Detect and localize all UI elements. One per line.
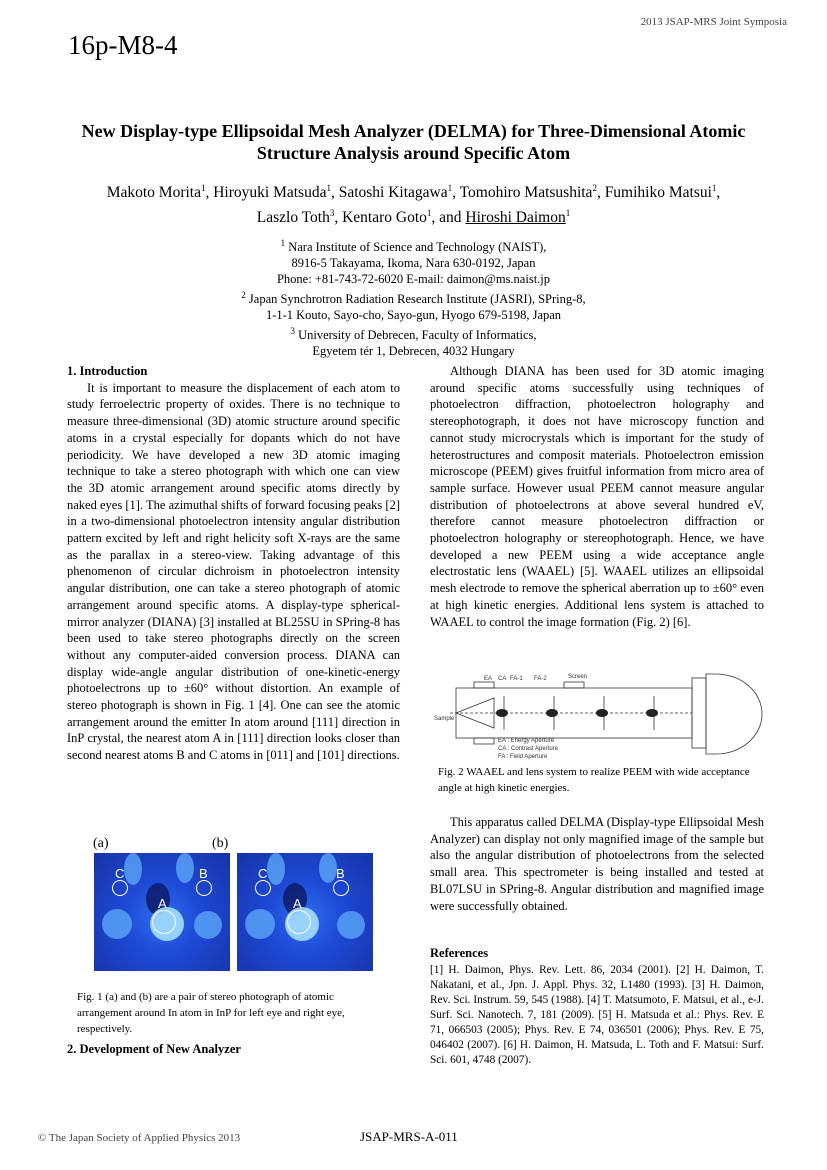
atom-ring-c [112,880,128,896]
pattern-blob [102,909,132,939]
affil-line: University of Debrecen, Faculty of Informatics, [298,328,537,343]
affil-sup: 1 [280,238,286,248]
author-affil-sup: 3 [329,208,335,219]
author-sep: , and [431,209,466,227]
diagram-label-fa2: FA-2 [534,676,547,682]
paper-title: New Display-type Ellipsoidal Mesh Analyzer (DELMA) for Three-Dimensional Atomic Structure Analysis around Specific Atom [81,121,746,163]
body-paragraph: Although DIANA has been used for 3D atomic imaging around specific atoms successfully using techniques of photoelectron diffraction, photoelectron holography and stereophotograph, it does not have microscopy function and cannot study microcrystals which is important for the study of heterostructures and composit materials. Photoelectron emission microscope (PEEM) gives fruitful information from micro area of sample surface. However usual PEEM cannot measure angular distribution of photoelectrons at above several hundred eV, therefore cannot measure photoelectron diffraction or photoelectron holography or stereophotograph. Hence, we have developed a new PEEM using a wide acceptance angle electrostatic lens (WAAEL) [5]. WAAEL utilizes an ellipsoidal mesh electrode to remove the spherical aberration up to ±60° even at high kinetic energies. Additional lens system is attached to WAAEL to control the image formation (Fig. 2) [6]. [430,364,764,629]
fig2-caption: Fig. 2 WAAEL and lens system to realize PEEM with wide acceptance angle at high kinetic energies. [438,766,750,794]
diagram-label-ea: EA [484,676,493,682]
author-affil-sup: 1 [565,208,571,219]
author-name: Tomohiro Matsushita [459,184,593,202]
author-sep: , [716,184,721,202]
author-sep: , [596,184,605,202]
author-sep: , [452,184,460,202]
section2-heading: 2. Development of New Analyzer [67,1042,241,1056]
diagram-label-screen: Screen [568,674,588,680]
pattern-blob [176,853,194,883]
diagram-legend-ea: EA : Energy Aperture [498,738,555,744]
fig1-caption: Fig. 1 (a) and (b) are a pair of stereo photograph of atomic arrangement around In atom in InP for left eye and right eye, respectively. [77,991,345,1035]
atom-label-a: A [293,896,302,911]
diagram-legend-fa: FA : Field Aperture [498,754,548,760]
pattern-blob [245,909,275,939]
affil-contact: Phone: +81-743-72-6020 E-mail: daimon@ms.naist.jp [276,272,551,287]
atom-ring-a [287,910,311,934]
right-column-lower [430,814,764,914]
left-column [67,363,400,764]
lens-element [596,709,608,717]
atom-label-c: C [115,866,125,881]
symposia-header: 2013 JSAP-MRS Joint Symposia [640,16,787,28]
author-name: Laszlo Toth [256,209,330,227]
author-affil-sup: 1 [447,183,453,193]
author-list [60,178,767,228]
pattern-blob [267,853,285,885]
diagram-label-sample: Sample [434,716,455,722]
affil-line: Egyetem tér 1, Debrecen, 4032 Hungary [312,344,515,359]
fig1-label-b: (b) [212,836,229,851]
author-name: Kentaro Goto [342,209,427,227]
affiliations [60,235,767,359]
author-name: Hiroshi Daimon [465,209,566,227]
affil-line: Japan Synchrotron Radiation Research Institute (JASRI), SPring-8, [248,292,586,307]
right-column [430,363,764,630]
references-list: [1] H. Daimon, Phys. Rev. Lett. 86, 2034 (2001). [2] H. Daimon, T. Nakatani, et al., Jpn. J. Appl. Phys. 32, L1480 (1993). [3] H. Daimon, Rev. Sci. Instrum. 59, 545 (1988). [4] T. Matsumoto, F. Matsui, et al., e-J. Surf. Sci. Nanotech. 7, 181 (2009). [5] H. Matsuda et al.: Phys. Rev. E 71, 066503 (2005); Phys. Rev. E 74, 036501 (2006); Phys. Rev. E 75, 046402 (2007). [6] H. Daimon, H. Matsuda, L. Toth and F. Matsui: Surf. Sci. 601, 4748 (2007). [430,964,764,1066]
atom-ring-a [152,910,176,934]
atom-label-a: A [158,896,167,911]
screen-dome [706,674,762,754]
author-sep: , [330,184,339,202]
author-affil-sup: 1 [711,183,717,193]
author-affil-sup: 2 [592,183,597,193]
affil-line: Nara Institute of Science and Technology (NAIST), [288,240,547,255]
atom-ring-b [333,880,349,896]
author-name: Makoto Morita [106,184,201,202]
flange [564,682,584,688]
author-name: Satoshi Kitagawa [338,184,448,202]
body-paragraph: This apparatus called DELMA (Display-type Ellipsoidal Mesh Analyzer) can display not only magnified image of the sample but also the angular distribution of photoelectrons from the selected small area. This spectrometer is being installed and tested at BL07LSU in SPring-8. Angular distribution and magnified image were successfully obtained. [430,815,764,913]
pattern-blob [194,911,222,939]
waael-diagram [434,660,768,768]
author-affil-sup: 1 [326,183,331,193]
author-name: Fumihiko Matsui [604,184,712,202]
affil-sup: 3 [290,326,295,337]
diagram-label-fa1: FA-1 [510,676,523,682]
copyright: © The Japan Society of Applied Physics 2013 [38,1132,241,1144]
intro-paragraph: It is important to measure the displacement of each atom to study ferroelectric property of oxides. There is no technique to measure three-dimensional (3D) atomic structure around specific atoms in a crystal especially for dopants which do not have periodicity. We have developed a new 3D atomic imaging technique to take a stereo photograph with which one can view the 3D atomic arrangement around specific atoms directly by naked eyes [1]. The azimuthal shifts of forward focusing peaks [2] in a two-dimensional photoelectron intensity angular distribution pattern excited by left and right helicity soft X-rays are the same as the parallax in a stereo-view. Taking advantage of this phenomenon of circular dichroism in photoelectron intensity angular distribution, one can take a stereo photograph of atomic arrangement around specific atoms. A display-type spherical-mirror analyzer (DIANA) [3] installed at BL25SU in SPring-8 has been used to take stereo photographs directly on the screen without any computer-aided conversion process. DIANA can display wide-angle angular distribution of one-kinetic-energy photoelectrons up to ±60° without distortion. An example of stereo photograph is shown in Fig. 1 [4]. One can see the atomic arrangement around the emitter In atom around [111] direction in InP crystal, the nearest atom A in [111] direction looks closer than second nearest atoms B and C atoms in [011] and [101] directions. [67,380,400,763]
section-heading: 1. Introduction [67,364,148,378]
lens-element [496,709,508,717]
pattern-blob [124,853,142,885]
footer-id: JSAP-MRS-A-011 [360,1129,458,1144]
paper-id: 16p-M8-4 [68,30,178,60]
affil-line: 1-1-1 Kouto, Sayo-cho, Sayo-gun, Hyogo 679-5198, Japan [265,308,562,323]
atom-ring-c [255,880,271,896]
fig1-label-a: (a) [93,836,109,851]
lens-element [546,709,558,717]
diagram-label-ca: CA [498,676,507,682]
atom-label-b: B [199,866,208,881]
author-sep: , [205,184,214,202]
pattern-blob [319,853,337,883]
atom-ring-b [196,880,212,896]
author-affil-sup: 1 [200,183,206,193]
author-affil-sup: 1 [426,208,432,219]
screen-flange [692,678,706,748]
affil-line: 8916-5 Takayama, Ikoma, Nara 630-0192, Japan [291,256,536,271]
flange [474,738,494,744]
atom-label-b: B [336,866,345,881]
stereo-photo-left [94,853,230,971]
author-sep: , [334,209,343,227]
atom-label-c: C [258,866,268,881]
references-heading: References [430,946,489,960]
author-name: Hiroyuki Matsuda [213,184,327,202]
lens-element [646,709,658,717]
diagram-legend-ca: CA : Contrast Aperture [498,746,559,752]
affil-sup: 2 [241,290,246,301]
stereo-photo-right [237,853,373,971]
flange [474,682,494,688]
pattern-blob [337,911,365,939]
